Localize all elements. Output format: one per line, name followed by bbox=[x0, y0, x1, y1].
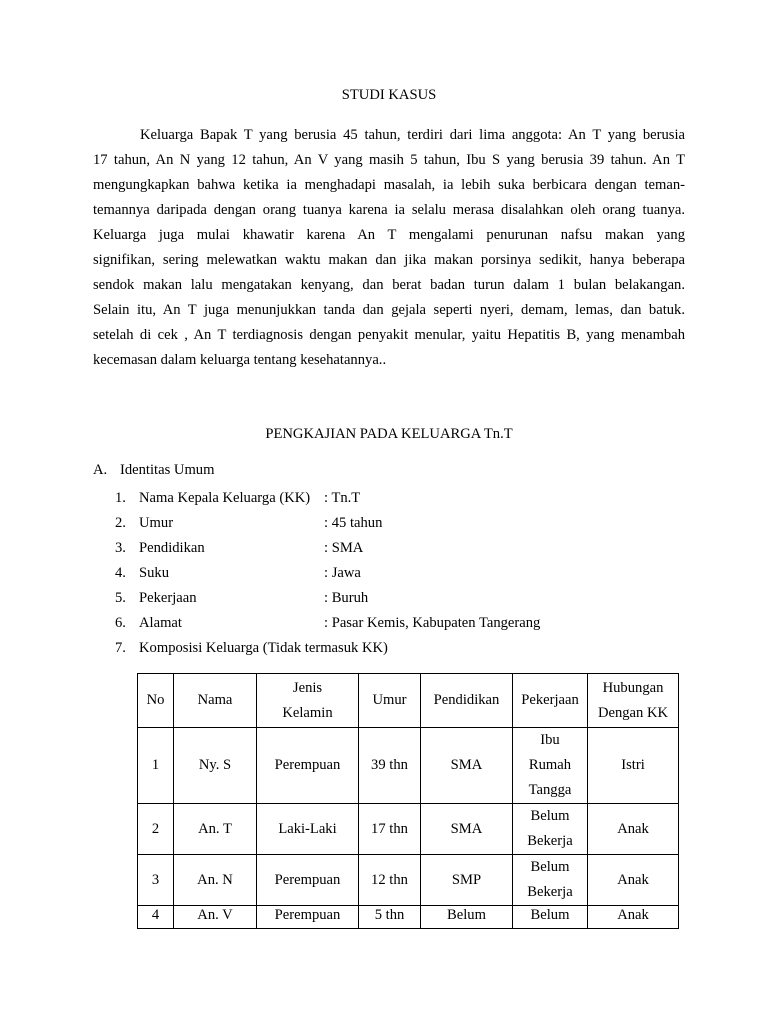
item-value: : 45 tahun bbox=[324, 515, 383, 531]
cell-nama: An. N bbox=[174, 855, 257, 906]
list-item bbox=[115, 588, 540, 613]
paragraph-line: setelah di cek , An T terdiagnosis dengan penyakit menular, yaitu Hepatitis B, yang menambah bbox=[93, 327, 685, 343]
cell-pekerjaan-line: Bekerja bbox=[527, 884, 573, 900]
header-umur: Umur bbox=[359, 674, 421, 728]
paragraph-line: signifikan, sering melewatkan waktu makan dan jika makan porsinya sedikit, hanya beberapa bbox=[93, 252, 685, 268]
item-label: Nama Kepala Keluarga (KK) bbox=[139, 490, 311, 506]
cell-pekerjaan bbox=[513, 804, 588, 855]
list-item bbox=[115, 488, 540, 513]
paragraph-line: Selain itu, An T juga menunjukkan tanda dan gejala seperti nyeri, demam, lemas, dan batuk. bbox=[93, 302, 685, 318]
table-row bbox=[138, 906, 679, 929]
identity-list bbox=[115, 488, 540, 663]
header-pekerjaan: Pekerjaan bbox=[513, 674, 588, 728]
cell-pekerjaan-line: Belum bbox=[530, 808, 570, 824]
item-label: Pekerjaan bbox=[139, 590, 197, 606]
table-row bbox=[138, 728, 679, 804]
cell-pekerjaan bbox=[513, 906, 588, 929]
cell-hubungan: Anak bbox=[588, 804, 679, 855]
cell-umur: 39 thn bbox=[359, 728, 421, 804]
list-item bbox=[115, 613, 540, 638]
item-label: Umur bbox=[139, 515, 174, 531]
list-item bbox=[115, 563, 540, 588]
cell-pekerjaan-line: Belum bbox=[530, 907, 570, 923]
cell-hubungan: Istri bbox=[588, 728, 679, 804]
item-number: 1. bbox=[115, 490, 126, 506]
item-value: : Pasar Kemis, Kabupaten Tangerang bbox=[324, 615, 541, 631]
item-label: Komposisi Keluarga (Tidak termasuk KK) bbox=[139, 640, 388, 656]
cell-hubungan: Anak bbox=[588, 855, 679, 906]
header-hubungan bbox=[588, 674, 679, 728]
cell-no: 1 bbox=[138, 728, 174, 804]
cell-pendidikan: SMA bbox=[421, 728, 513, 804]
item-value: : Jawa bbox=[324, 565, 361, 581]
cell-pekerjaan bbox=[513, 855, 588, 906]
item-number: 5. bbox=[115, 590, 126, 606]
family-composition-table bbox=[137, 673, 679, 929]
cell-nama: Ny. S bbox=[174, 728, 257, 804]
header-nama: Nama bbox=[174, 674, 257, 728]
cell-umur: 12 thn bbox=[359, 855, 421, 906]
header-pendidikan: Pendidikan bbox=[421, 674, 513, 728]
header-no: No bbox=[138, 674, 174, 728]
cell-pekerjaan bbox=[513, 728, 588, 804]
cell-umur: 5 thn bbox=[359, 906, 421, 929]
cell-pekerjaan-line: Belum bbox=[530, 859, 570, 875]
header-hubungan-line1: Hubungan bbox=[602, 679, 664, 696]
paragraph-line: kecemasan dalam keluarga tentang kesehatannya.. bbox=[93, 352, 387, 368]
cell-pekerjaan-line: Rumah bbox=[528, 757, 572, 773]
item-value: : Buruh bbox=[324, 590, 369, 606]
item-value: : Tn.T bbox=[324, 490, 361, 506]
item-number: 6. bbox=[115, 615, 126, 631]
cell-umur: 17 thn bbox=[359, 804, 421, 855]
item-label: Suku bbox=[139, 565, 170, 581]
table-header-row bbox=[138, 674, 679, 728]
case-study-paragraph bbox=[93, 123, 685, 373]
table-row bbox=[138, 855, 679, 906]
cell-no: 4 bbox=[138, 906, 174, 929]
section-heading bbox=[93, 462, 214, 479]
paragraph-line: 17 tahun, An N yang 12 tahun, An V yang masih 5 tahun, Ibu S yang berusia 39 tahun. An T bbox=[93, 152, 685, 168]
paragraph-line: temannya daripada dengan orang tuanya karena ia selalu merasa disalahkan oleh orang tuanya. bbox=[93, 202, 685, 218]
header-jenis-kelamin bbox=[257, 674, 359, 728]
cell-jenis-kelamin: Perempuan bbox=[257, 906, 359, 929]
cell-nama: An. T bbox=[174, 804, 257, 855]
paragraph-line: mengungkapkan bahwa ketika ia menghadapi masalah, ia lebih suka berbicara dengan teman- bbox=[93, 177, 685, 193]
cell-pendidikan: SMP bbox=[421, 855, 513, 906]
item-label: Pendidikan bbox=[139, 540, 205, 556]
cell-no: 3 bbox=[138, 855, 174, 906]
item-number: 3. bbox=[115, 540, 126, 556]
table-row bbox=[138, 804, 679, 855]
section-letter: A. bbox=[93, 462, 108, 478]
list-item bbox=[115, 538, 540, 563]
cell-jenis-kelamin: Perempuan bbox=[257, 728, 359, 804]
paragraph-line: Keluarga juga mulai khawatir karena An T mengalami penurunan nafsu makan yang bbox=[93, 227, 685, 243]
paragraph-line: sendok makan lalu mengatakan kenyang, dan berat badan turun dalam 1 bulan belakangan. bbox=[93, 277, 685, 293]
cell-jenis-kelamin: Laki-Laki bbox=[257, 804, 359, 855]
item-number: 4. bbox=[115, 565, 126, 581]
paragraph-line: Keluarga Bapak T yang berusia 45 tahun, terdiri dari lima anggota: An T yang berusia bbox=[140, 127, 685, 143]
section-heading-text: Identitas Umum bbox=[120, 462, 215, 478]
assessment-title: PENGKAJIAN PADA KELUARGA Tn.T bbox=[265, 426, 513, 442]
list-item bbox=[115, 513, 540, 538]
cell-hubungan: Anak bbox=[588, 906, 679, 929]
cell-pekerjaan-line: Ibu bbox=[540, 732, 560, 748]
item-number: 7. bbox=[115, 640, 126, 656]
cell-no: 2 bbox=[138, 804, 174, 855]
cell-pekerjaan-line: Tangga bbox=[528, 782, 572, 798]
item-number: 2. bbox=[115, 515, 126, 531]
cell-nama: An. V bbox=[174, 906, 257, 929]
item-value: : SMA bbox=[324, 540, 364, 556]
document-title: STUDI KASUS bbox=[341, 87, 437, 103]
item-label: Alamat bbox=[139, 615, 182, 631]
cell-pendidikan: SMA bbox=[421, 804, 513, 855]
cell-jenis-kelamin: Perempuan bbox=[257, 855, 359, 906]
header-jenis-kelamin-line1: Jenis bbox=[292, 679, 323, 696]
cell-pendidikan: Belum bbox=[421, 906, 513, 929]
list-item bbox=[115, 638, 540, 663]
header-hubungan-line2: Dengan KK bbox=[597, 704, 669, 721]
header-jenis-kelamin-line2: Kelamin bbox=[282, 704, 333, 721]
cell-pekerjaan-line: Bekerja bbox=[527, 833, 573, 849]
